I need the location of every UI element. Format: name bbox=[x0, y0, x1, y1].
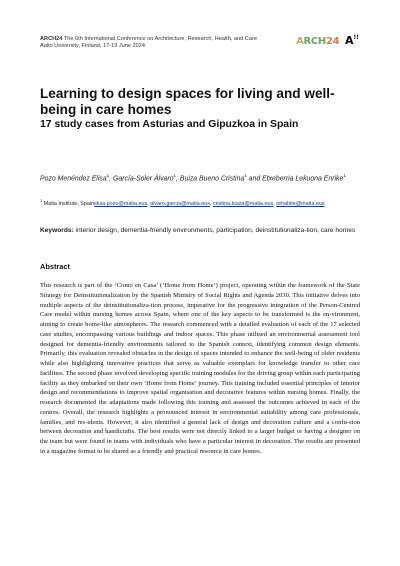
author-name: Pozo Menéndez Elisa bbox=[40, 175, 107, 183]
arch24-logo-part-1: A bbox=[296, 35, 304, 47]
author-name: Etxeberria Lekuona Enrike bbox=[262, 175, 344, 183]
keywords bbox=[40, 225, 356, 237]
author-name: Buiza Bueno Cristina bbox=[179, 175, 245, 183]
aalto-logo bbox=[345, 34, 359, 48]
paper-subtitle: 17 study cases from Asturias and Gipuzkoa in Spain bbox=[40, 119, 299, 130]
author-affiliation-mark: 1 bbox=[173, 173, 177, 178]
arch24-logo bbox=[296, 34, 339, 48]
author-affiliation-mark: 1 bbox=[106, 173, 110, 178]
paper-title: Learning to design spaces for living and well-being in care homes bbox=[40, 86, 335, 117]
email-link[interactable]: alvaro.garcia@matia.eus bbox=[150, 200, 210, 207]
arch24-logo-part-3: 24 bbox=[325, 35, 340, 47]
email-link[interactable]: rehabite@matia.eus bbox=[276, 200, 325, 207]
author-affiliation-mark: 1 bbox=[343, 173, 346, 178]
affiliation-institute: Matia Institute, Spain bbox=[42, 200, 95, 207]
author-affiliation-mark: 1 bbox=[244, 173, 247, 178]
email-link[interactable]: cristina.buiza@matia.eus bbox=[212, 200, 274, 207]
abstract-heading: Abstract bbox=[40, 262, 70, 271]
author-separator: , bbox=[176, 175, 180, 183]
keywords-label: Keywords: bbox=[40, 227, 74, 234]
aalto-logo-letter: A bbox=[345, 34, 354, 47]
author-name: García-Soler Álvaro bbox=[113, 175, 174, 183]
affiliation-mark: 1 bbox=[40, 198, 43, 203]
keywords-text: interior design, dementia-friendly environments, participation, deinstitutionaliza-tion, care homes bbox=[73, 227, 356, 234]
conference-header bbox=[40, 36, 280, 51]
conference-venue: Aalto University, Finland, 17-19 June 2024 bbox=[40, 43, 145, 50]
affiliation: $^1$ Matia Institute, Spainelisa.pozo@matia.eus, alvaro.garcia@matia.eus, cristina.buiza@matia.eus, rehabite@matia.eus bbox=[40, 198, 325, 207]
header-logos bbox=[296, 34, 366, 48]
email-link[interactable]: elisa.pozo@matia.eus bbox=[94, 200, 148, 207]
author-separator: and bbox=[246, 175, 263, 183]
conference-name: The 6th International Conference on Architecture, Research, Health, and Care bbox=[62, 36, 257, 42]
arch24-logo-part-2: RCH bbox=[303, 35, 326, 47]
author-list bbox=[40, 170, 360, 184]
conference-acronym: ARCH24 bbox=[40, 36, 63, 42]
author-separator: , bbox=[109, 175, 114, 183]
aalto-logo-mark: !! bbox=[353, 34, 359, 41]
abstract-body: This research is part of the ‘Como en Casa’ (‘Home from Home’) project, operating within the framework of the State Strategy for Deinstitutionalization by the Spanish Ministry of Social Rights and Agenda 2030. This initiative delves into multiple aspects of the deinstitutionaliza-tion process, imperative for the progressive integration of the Person-Centred Care model within nursing homes across Spain, where one of the key aspects to be transformed is the en-vironment, aiming to create home-like atmospheres. The research commenced with a detailed evaluation of each of the 17 selected case studies, encompassing various buildings and indoor spaces. This phase utilised an environmental assessment tool designed for dementia-friendly environments tailored to the Spanish context, identifying common design elements. Primarily, this evaluation revealed obstacles in the design of spaces intended to enhance the well-being of older residents while also highlighting innovative practices that serve as valuable exemplars for knowledge transfer to other care facilities. The second phase involved developing specific training modules for the driving group within each participating facility as they embarked on their own ‘Home from Home’ journey. This training included essential principles of interior design and recommendations to improve spatial organisation and decorative features within nursing homes. Finally, the research documented the adaptations made following this training and assessed the outcomes achieved in each of the centres. Overall, the research highlights a pronounced interest in environmental suitability among care professionals, families, and res-idents. However, it also identified a general lack of design and decoration culture and a confu-sion between decoration and handicrafts. The best results were not directly linked to a larger budget or having a designer on the team but were found in teams with individuals who have a particular interest in decoration. The results are presented in a magazine format to be shared as a friendly and practical resource in care homes. bbox=[40, 282, 360, 455]
